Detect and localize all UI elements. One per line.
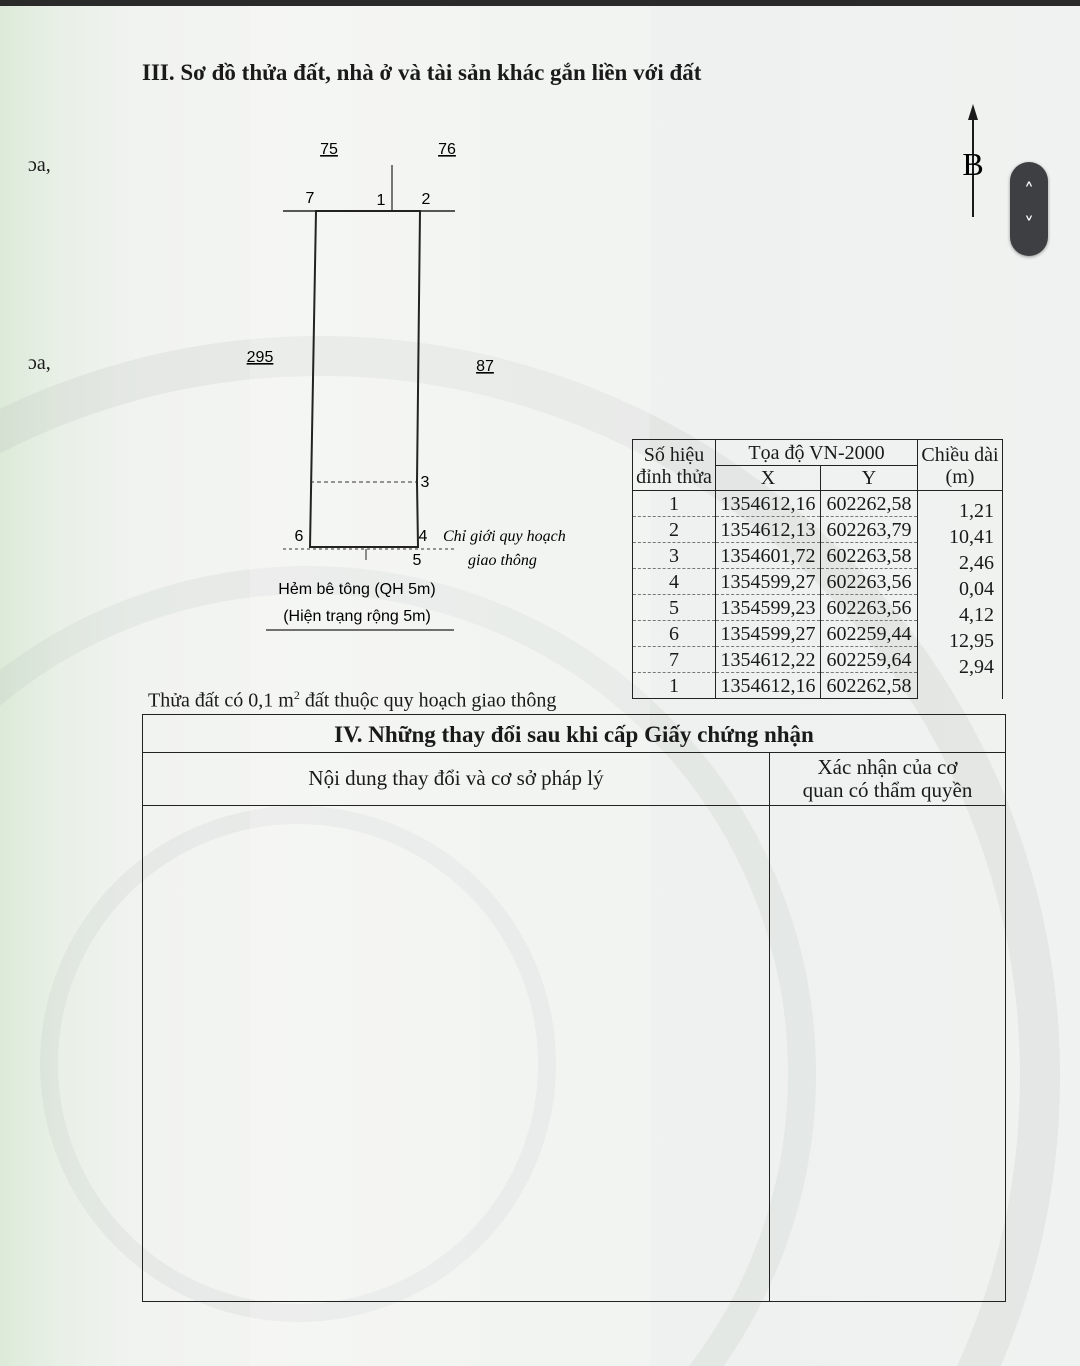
vertex-cell: 1	[633, 673, 716, 699]
x-cell: 1354612,22	[716, 647, 821, 673]
section-4-title: IV. Những thay đổi sau khi cấp Giấy chứng nhận	[143, 715, 1005, 753]
header-text: Số hiệu	[643, 443, 705, 466]
road-label: (Hiện trạng rộng 5m)	[283, 608, 431, 625]
y-cell: 602262,58	[821, 673, 918, 699]
y-cell: 602262,58	[821, 491, 918, 517]
y-cell: 602263,56	[821, 595, 918, 621]
vertex-label: 2	[421, 191, 431, 208]
page-navigation	[1010, 162, 1048, 256]
vertex-cell: 5	[633, 595, 716, 621]
x-cell: 1354601,72	[716, 543, 821, 569]
x-cell: 1354612,16	[716, 673, 821, 699]
parcel-boundary	[310, 211, 420, 547]
x-cell: 1354599,27	[716, 569, 821, 595]
y-cell: 602259,64	[821, 647, 918, 673]
boundary-note: giao thông	[468, 552, 537, 569]
x-cell: 1354599,23	[716, 595, 821, 621]
note-text: Thửa đất có 0,1 m	[148, 689, 294, 712]
neighbor-parcel-number: 295	[246, 349, 274, 366]
section-4-table	[142, 714, 1006, 1302]
vertex-cell: 1	[633, 491, 716, 517]
vertex-cell: 7	[633, 647, 716, 673]
header-vertex-no	[633, 440, 716, 491]
header-coordinates: Tọa độ VN-2000	[716, 440, 918, 466]
y-cell: 602263,79	[821, 517, 918, 543]
vertex-label: 4	[418, 528, 428, 545]
vertex-cell: 2	[633, 517, 716, 543]
length-value: 10,41	[949, 526, 994, 548]
length-cell	[918, 491, 1003, 699]
vertex-cell: 6	[633, 621, 716, 647]
header-length	[918, 440, 1003, 491]
header-text: (m)	[945, 465, 975, 488]
length-value: 0,04	[959, 578, 994, 600]
chevron-up-icon[interactable]: ˄	[1024, 179, 1034, 203]
margin-text-fragment: ɔa,	[28, 352, 51, 374]
north-label: B	[962, 146, 984, 182]
length-value: 1,21	[959, 500, 994, 522]
length-value: 4,12	[959, 604, 994, 626]
header-text: Chiều dài	[921, 443, 999, 466]
y-cell: 602263,58	[821, 543, 918, 569]
y-cell: 602259,44	[821, 621, 918, 647]
header-text: quan có thẩm quyền	[802, 778, 973, 802]
note-superscript: 2	[293, 688, 300, 702]
coordinate-table	[632, 439, 1003, 699]
vertex-label: 5	[412, 552, 422, 569]
section-4-column-divider	[769, 805, 770, 1301]
vertex-cell: 4	[633, 569, 716, 595]
section-4-header-row	[143, 753, 1005, 806]
y-cell: 602263,56	[821, 569, 918, 595]
note-text: đất thuộc quy hoạch giao thông	[299, 689, 557, 712]
boundary-note: Chỉ giới quy hoạch	[443, 528, 566, 545]
change-content-header: Nội dung thay đổi và cơ sở pháp lý	[308, 766, 604, 790]
road-label: Hẻm bê tông (QH 5m)	[278, 581, 436, 598]
margin-text-fragment: ɔa,	[28, 154, 51, 176]
neighbor-parcel-number: 87	[476, 358, 494, 375]
header-text: đỉnh thửa	[636, 465, 712, 488]
neighbor-parcel-number: 75	[320, 141, 338, 158]
vertex-label: 1	[376, 192, 386, 209]
header-y: Y	[821, 466, 918, 491]
vertex-label: 3	[420, 474, 430, 491]
length-value: 2,46	[959, 552, 994, 574]
authority-confirmation-header	[769, 753, 1005, 805]
vertex-label: 7	[305, 190, 315, 207]
length-value: 12,95	[949, 630, 994, 652]
x-cell: 1354612,13	[716, 517, 821, 543]
header-x: X	[716, 466, 821, 491]
neighbor-parcel-number: 76	[438, 141, 456, 158]
header-text: Xác nhận của cơ	[817, 755, 958, 779]
length-value: 2,94	[959, 656, 994, 678]
x-cell: 1354612,16	[716, 491, 821, 517]
vertex-label: 6	[294, 528, 304, 545]
section-3-title: III. Sơ đồ thửa đất, nhà ở và tài sản khác gắn liền với đất	[142, 60, 702, 85]
planning-area-note	[148, 688, 556, 713]
chevron-down-icon[interactable]: ˅	[1024, 213, 1034, 237]
x-cell: 1354599,27	[716, 621, 821, 647]
vertex-cell: 3	[633, 543, 716, 569]
